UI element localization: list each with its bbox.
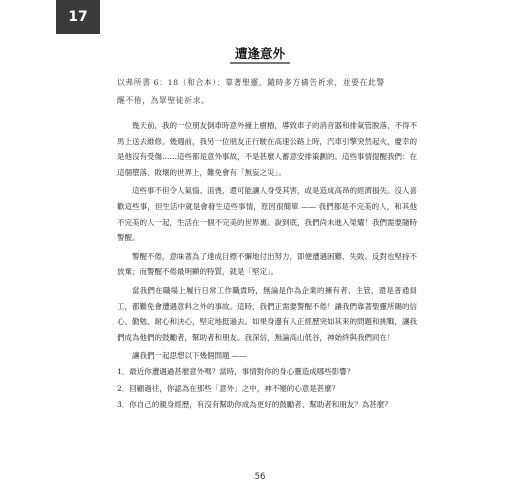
body-paragraph: 讓我們一起思想以下幾個問題 ——: [132, 351, 247, 361]
body-paragraph: 幾天前，我的一位朋友倒車時意外撞上樹樁，導致車子的消音器和排氣管脫落，不得不馬上送去維修。幾週前，我另一位朋友正行駛在高速公路上時，汽車引擎突然起火，慶幸的是他沒有受傷……這些都是意外事故，不是甚麼人蓄意安排策劃的。這些事情提醒我們：在這個墮落、敗壞的世界上，難免會有「無妄之災」。: [117, 121, 417, 177]
body-paragraph: 這些事不但令人氣惱、沮喪，還可能讓人身受其害，或是造成高昂的經濟損失。沒人喜歡這些事，但生活中就是會發生這些事情，原因很簡單 —— 我們都是不完美的人，和其他不完美的人一起，生活在一個不完美的世界裏。說到底，我們尚未進入榮耀！我們需要隨時警醒。: [117, 186, 417, 243]
page-number: 56: [254, 472, 266, 482]
chapter-number-badge: [56, 0, 100, 34]
page-title: 遭逢意外: [234, 46, 285, 61]
scripture-verse: [117, 74, 417, 110]
question-item: 1．最近你遭遇過甚麼意外嗎？當時，事情對你的身心靈造成哪些影響？: [117, 366, 355, 376]
question-item: 2．回顧過往，你認為在那些「意外」之中，神不變的心意是甚麼？: [117, 383, 340, 393]
chapter-number: 17: [68, 9, 88, 25]
scripture-line: 以弗所書 6：18（和合本）：靠著聖靈，隨時多方禱告祈求，並要在此警: [117, 78, 385, 87]
body-text: [117, 118, 417, 413]
title-underline: [230, 62, 290, 64]
question-list: [117, 364, 417, 413]
body-paragraph: 警醒不倦，意味著為了達成目標不懈地付出努力，即便遭遇困難、失敗、反對也堅持不放棄；而警醒不倦最明顯的特質，就是「堅定」。: [117, 251, 417, 277]
question-item: 3．你自己的親身經歷，有沒有幫助你成為更好的鼓勵者、幫助者和朋友？為甚麼？: [117, 400, 392, 410]
body-paragraph: 當我們在職場上履行日常工作職責時，無論是作為企業的擁有者、主管，還是普通員工，都難免會遭遇意料之外的事故。這時，我們正需要警醒不倦！讓我們靠著聖靈所賜的信心、勤勉、耐心和決心，堅定地挺過去。如果身邊有人正經歷突如其來的問題和挑戰，讓我們成為他們的鼓勵者，幫助者和朋友。我深信，無論高山低谷，神始終與我們同在！: [117, 285, 417, 342]
scripture-line: 醒不倦，為眾聖徒祈求。: [117, 96, 210, 105]
